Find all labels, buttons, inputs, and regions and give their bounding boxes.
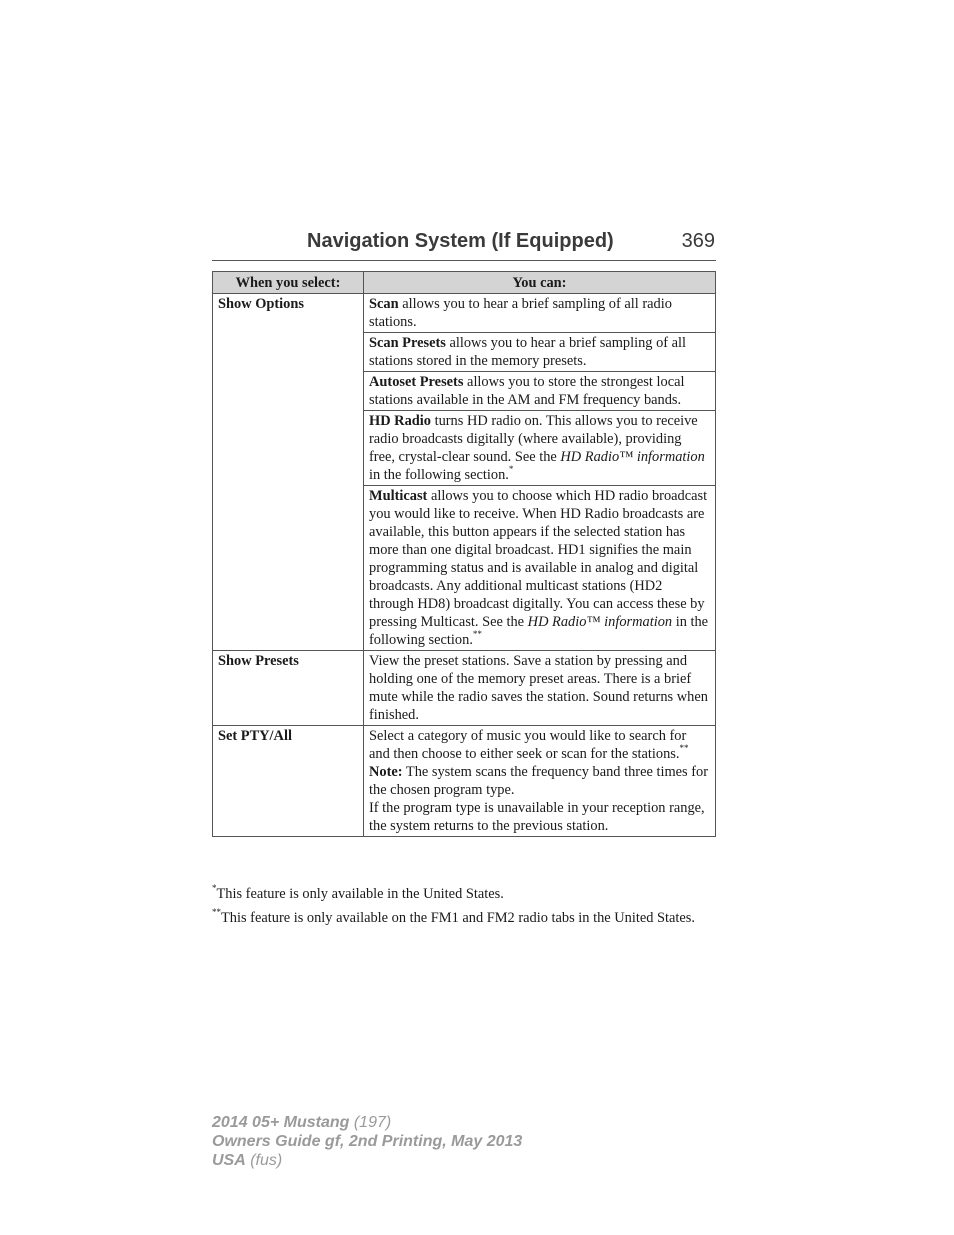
footer-line-3 xyxy=(212,1151,522,1170)
term-multicast: Multicast xyxy=(369,488,428,504)
desc-autoset-presets: allows you to store the strongest local stations available in the AM and FM frequency bands. xyxy=(369,374,685,408)
table-row xyxy=(213,294,716,333)
cell-set-pty xyxy=(364,726,716,837)
desc-scan: allows you to hear a brief sampling of all radio stations. xyxy=(369,296,672,330)
footnotes xyxy=(212,883,716,934)
term-scan-presets: Scan Presets xyxy=(369,335,446,351)
term-autoset-presets: Autoset Presets xyxy=(369,374,464,390)
footnote-2-text: This feature is only available on the FM1 and FM2 radio tabs in the United States. xyxy=(221,910,696,926)
row-label-show-presets: Show Presets xyxy=(213,651,364,726)
footer-region: USA xyxy=(212,1152,246,1169)
cell-autoset-presets xyxy=(364,372,716,411)
desc-set-pty: Select a category of music you would like to search for and then choose to either seek or scan for the stations. xyxy=(369,728,687,762)
footnote-mark: ** xyxy=(679,743,689,754)
footnote-mark: ** xyxy=(472,629,482,640)
cell-show-presets: View the preset stations. Save a station by pressing and holding one of the memory preset areas. There is a brief mute while the radio saves the station. Sound returns when finished. xyxy=(364,651,716,726)
features-table xyxy=(212,271,716,837)
cell-multicast xyxy=(364,486,716,651)
cell-scan-presets xyxy=(364,333,716,372)
footer-model: 2014 05+ Mustang xyxy=(212,1114,350,1131)
footnote-mark: * xyxy=(212,883,217,894)
desc-multicast-tail: in the following section. xyxy=(369,614,709,648)
footnote-mark: ** xyxy=(212,907,221,918)
footer-region-code: (fus) xyxy=(245,1152,283,1169)
term-scan: Scan xyxy=(369,296,399,312)
table-header-row xyxy=(213,272,716,294)
desc-hd-radio: turns HD radio on. This allows you to receive radio broadcasts digitally (where available), providing free, crystal-clear sound. See the xyxy=(369,413,698,465)
cell-scan xyxy=(364,294,716,333)
note-label: Note: xyxy=(369,764,403,780)
ref-hd-radio-info: HD Radio™ information xyxy=(527,614,673,630)
table-row xyxy=(213,726,716,837)
footnote-2 xyxy=(212,907,716,926)
term-hd-radio: HD Radio xyxy=(369,413,431,429)
desc-scan-presets: allows you to hear a brief sampling of all stations stored in the memory presets. xyxy=(369,335,687,369)
desc-set-pty-extra: If the program type is unavailable in your reception range, the system returns to the previous station. xyxy=(369,800,705,834)
section-title: Navigation System (If Equipped) xyxy=(307,230,614,252)
footer-model-code: (197) xyxy=(349,1114,392,1131)
table-row xyxy=(213,651,716,726)
footnote-1-text: This feature is only available in the United States. xyxy=(216,886,504,902)
footer-line-2: Owners Guide gf, 2nd Printing, May 2013 xyxy=(212,1133,523,1150)
desc-multicast: allows you to choose which HD radio broadcast you would like to receive. When HD Radio broadcasts are available, this button appears if the selected station has more than one digital broadcast. HD1 signifies the main programming status and is available in analog and digital broadcasts. Any additional multicast stations (HD2 through HD8) broadcast digitally. You can access these by pressing Multicast. See the xyxy=(369,488,708,630)
page-number: 369 xyxy=(681,230,715,252)
row-label-set-pty: Set PTY/All xyxy=(213,726,364,837)
column-header-can: You can: xyxy=(364,272,716,294)
desc-hd-radio-tail: in the following section. xyxy=(369,467,509,483)
footnote-mark: * xyxy=(508,464,514,475)
column-header-select: When you select: xyxy=(213,272,364,294)
cell-hd-radio xyxy=(364,411,716,486)
note-text: The system scans the frequency band three times for the chosen program type. xyxy=(369,764,708,798)
row-label-show-options: Show Options xyxy=(213,294,364,651)
page-header xyxy=(212,230,716,261)
footnote-1 xyxy=(212,883,716,902)
page-footer xyxy=(212,1113,522,1170)
ref-hd-radio-info: HD Radio™ information xyxy=(560,449,705,465)
footer-line-1 xyxy=(212,1113,522,1132)
